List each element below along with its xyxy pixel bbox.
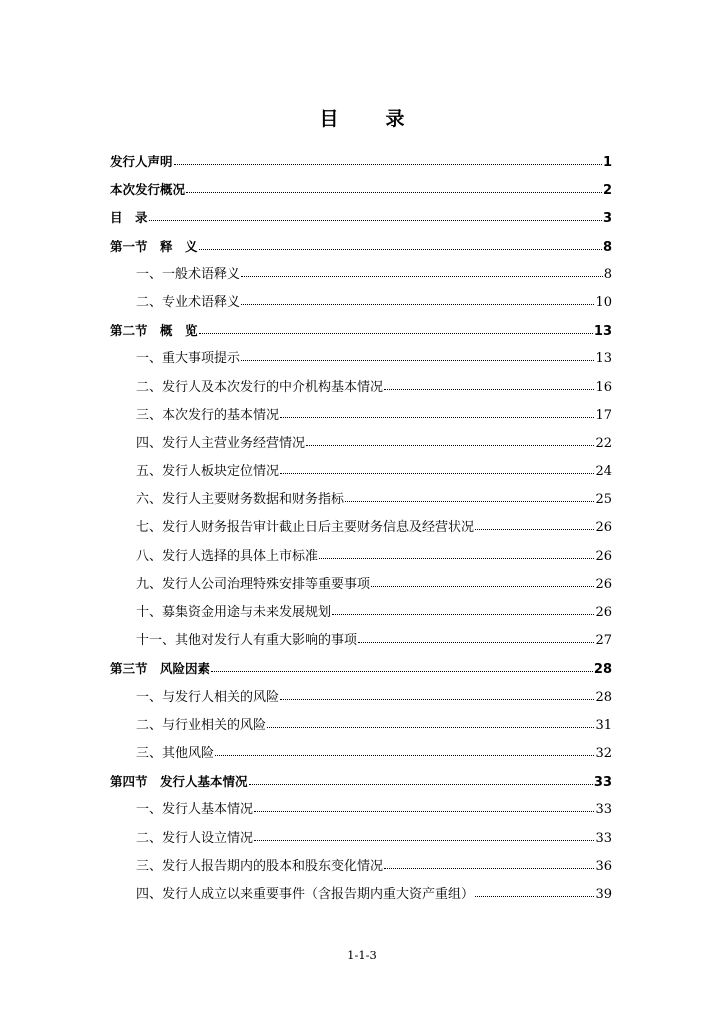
toc-entry-label: 一、重大事项提示 bbox=[136, 351, 241, 367]
toc-entry[interactable] bbox=[110, 514, 612, 542]
toc-entry-label: 第一节 释 义 bbox=[110, 238, 198, 254]
toc-entry[interactable] bbox=[110, 289, 612, 317]
toc-entry-page: 31 bbox=[595, 717, 612, 733]
toc-entry-page: 10 bbox=[595, 294, 612, 310]
toc-entry-page: 13 bbox=[593, 324, 612, 340]
toc-dot-leader bbox=[475, 529, 594, 530]
toc-entry[interactable] bbox=[110, 853, 612, 881]
toc-entry-page: 22 bbox=[595, 435, 612, 451]
toc-dot-leader bbox=[254, 811, 594, 812]
toc-entry-page: 28 bbox=[595, 689, 612, 705]
toc-entry-label: 本次发行概况 bbox=[110, 182, 186, 198]
toc-dot-leader bbox=[319, 558, 594, 559]
toc-dot-leader bbox=[384, 389, 594, 390]
toc-dot-leader bbox=[332, 614, 594, 615]
toc-entry-label: 四、发行人成立以来重要事件（含报告期内重大资产重组） bbox=[136, 886, 475, 902]
toc-dot-leader bbox=[280, 473, 594, 474]
toc-entry[interactable] bbox=[110, 204, 612, 232]
toc-entry-label: 七、发行人财务报告审计截止日后主要财务信息及经营状况 bbox=[136, 520, 475, 536]
toc-entry-label: 八、发行人选择的具体上市标准 bbox=[136, 548, 319, 564]
toc-dot-leader bbox=[371, 586, 594, 587]
toc-entry-label: 五、发行人板块定位情况 bbox=[136, 464, 280, 480]
toc-entry-label: 六、发行人主要财务数据和财务指标 bbox=[136, 492, 345, 508]
toc-entry-label: 二、发行人设立情况 bbox=[136, 830, 254, 846]
toc-entry-page: 36 bbox=[595, 858, 612, 874]
toc-entry[interactable] bbox=[110, 458, 612, 486]
toc-entry-page: 27 bbox=[595, 633, 612, 649]
toc-entry[interactable] bbox=[110, 345, 612, 373]
toc-entry-page: 1 bbox=[602, 155, 612, 170]
toc-entry-page: 8 bbox=[602, 239, 612, 255]
toc-entry-page: 33 bbox=[595, 830, 612, 846]
toc-entry[interactable] bbox=[110, 430, 612, 458]
table-of-contents bbox=[110, 148, 612, 909]
toc-entry-label: 二、发行人及本次发行的中介机构基本情况 bbox=[136, 379, 384, 395]
toc-entry[interactable] bbox=[110, 233, 612, 261]
toc-entry[interactable] bbox=[110, 740, 612, 768]
toc-entry-page: 26 bbox=[595, 576, 612, 592]
toc-entry[interactable] bbox=[110, 571, 612, 599]
toc-entry[interactable] bbox=[110, 374, 612, 402]
toc-dot-leader bbox=[280, 417, 594, 418]
toc-entry-page: 33 bbox=[593, 775, 612, 791]
toc-entry-label: 第二节 概 览 bbox=[110, 323, 198, 339]
toc-entry-page: 16 bbox=[595, 379, 612, 395]
page-number-footer: 1-1-3 bbox=[347, 948, 377, 962]
toc-entry[interactable] bbox=[110, 317, 612, 345]
toc-dot-leader bbox=[254, 840, 594, 841]
toc-entry-page: 32 bbox=[595, 745, 612, 761]
toc-entry-page: 24 bbox=[595, 464, 612, 480]
toc-dot-leader bbox=[306, 445, 594, 446]
toc-entry[interactable] bbox=[110, 486, 612, 514]
toc-entry[interactable] bbox=[110, 176, 612, 204]
toc-entry-page: 25 bbox=[595, 492, 612, 508]
toc-dot-leader bbox=[199, 333, 593, 334]
toc-entry-label: 第四节 发行人基本情况 bbox=[110, 774, 248, 790]
toc-entry[interactable] bbox=[110, 712, 612, 740]
toc-dot-leader bbox=[199, 249, 602, 250]
toc-entry[interactable] bbox=[110, 768, 612, 796]
toc-entry-page: 8 bbox=[603, 266, 612, 282]
toc-entry-page: 28 bbox=[593, 662, 612, 678]
toc-entry[interactable] bbox=[110, 402, 612, 430]
toc-entry-page: 13 bbox=[595, 351, 612, 367]
toc-entry-label: 二、与行业相关的风险 bbox=[136, 717, 267, 733]
toc-entry-page: 26 bbox=[595, 520, 612, 536]
toc-dot-leader bbox=[249, 784, 593, 785]
toc-entry-label: 发行人声明 bbox=[110, 154, 173, 169]
toc-entry[interactable] bbox=[110, 627, 612, 655]
toc-entry[interactable] bbox=[110, 148, 612, 176]
toc-entry[interactable] bbox=[110, 684, 612, 712]
toc-entry-page: 17 bbox=[595, 407, 612, 423]
toc-entry[interactable] bbox=[110, 655, 612, 683]
toc-entry-label: 十一、其他对发行人有重大影响的事项 bbox=[136, 633, 358, 649]
toc-entry-label: 四、发行人主营业务经营情况 bbox=[136, 435, 306, 451]
toc-entry-page: 33 bbox=[595, 802, 612, 818]
toc-entry-label: 十、募集资金用途与未来发展规划 bbox=[136, 605, 332, 620]
toc-entry[interactable] bbox=[110, 796, 612, 824]
toc-entry-label: 三、其他风险 bbox=[136, 745, 215, 761]
toc-entry[interactable] bbox=[110, 825, 612, 853]
toc-dot-leader bbox=[384, 868, 594, 869]
toc-entry-page: 26 bbox=[595, 605, 612, 620]
toc-entry-label: 三、本次发行的基本情况 bbox=[136, 407, 280, 423]
toc-entry-page: 3 bbox=[602, 211, 612, 227]
toc-entry-label: 九、发行人公司治理特殊安排等重要事项 bbox=[136, 576, 371, 592]
toc-dot-leader bbox=[280, 699, 594, 700]
toc-dot-leader bbox=[215, 755, 594, 756]
toc-entry[interactable] bbox=[110, 881, 612, 909]
toc-dot-leader bbox=[475, 896, 594, 897]
toc-entry-label: 一、与发行人相关的风险 bbox=[136, 689, 280, 705]
toc-dot-leader bbox=[174, 164, 602, 165]
toc-dot-leader bbox=[345, 501, 594, 502]
toc-entry[interactable] bbox=[110, 599, 612, 627]
toc-entry-label: 第三节 风险因素 bbox=[110, 661, 211, 677]
toc-entry-label: 二、专业术语释义 bbox=[136, 294, 241, 310]
toc-dot-leader bbox=[186, 192, 602, 193]
toc-entry-label: 一、发行人基本情况 bbox=[136, 802, 254, 818]
toc-dot-leader bbox=[149, 220, 602, 221]
page-title: 目 录 bbox=[319, 108, 419, 130]
toc-dot-leader bbox=[267, 727, 594, 728]
toc-entry-page: 2 bbox=[602, 183, 612, 199]
toc-dot-leader bbox=[241, 276, 603, 277]
toc-entry-label: 一、一般术语释义 bbox=[136, 266, 241, 282]
toc-dot-leader bbox=[241, 304, 594, 305]
toc-dot-leader bbox=[241, 360, 594, 361]
toc-dot-leader bbox=[358, 642, 594, 643]
toc-entry-page: 39 bbox=[595, 886, 612, 902]
toc-entry-label: 目 录 bbox=[110, 210, 148, 226]
toc-entry-page: 26 bbox=[595, 548, 612, 564]
toc-entry[interactable] bbox=[110, 543, 612, 571]
toc-entry[interactable] bbox=[110, 261, 612, 289]
toc-entry-label: 三、发行人报告期内的股本和股东变化情况 bbox=[136, 858, 384, 874]
toc-dot-leader bbox=[211, 671, 593, 672]
